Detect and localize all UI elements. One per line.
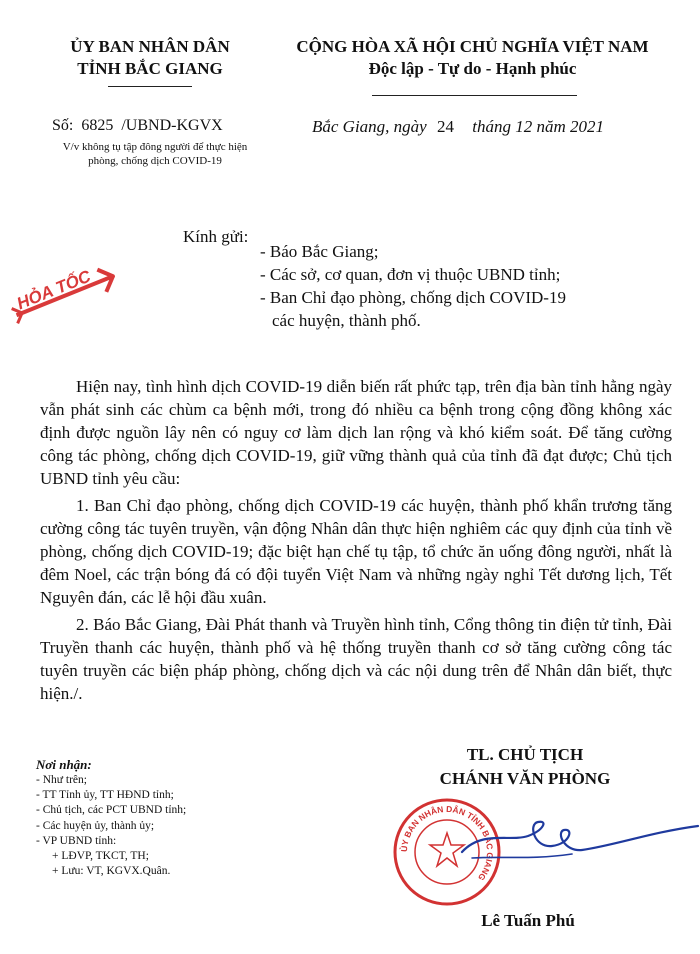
distribution-title: Nơi nhận: bbox=[36, 757, 92, 772]
subject-line-2: phòng, chống dịch COVID-19 bbox=[88, 155, 222, 167]
body-paragraph: 2. Báo Bắc Giang, Đài Phát thanh và Truyền hình tỉnh, Cổng thông tin điện tử tỉnh, Đài Truyền thanh các huyện, thành phố và hệ thống truyền thanh cơ sở tăng cường công tác tuyên truyền các biện pháp phòng, chống dịch và các nội dung trên để Nhân dân biết, thực hiện./. bbox=[40, 615, 672, 703]
subject-line bbox=[40, 140, 270, 168]
recipients-list bbox=[260, 240, 680, 332]
recipient-item: - Các sở, cơ quan, đơn vị thuộc UBND tỉnh; bbox=[260, 265, 561, 284]
issuing-agency bbox=[40, 36, 260, 80]
signer-name: Lê Tuấn Phú bbox=[481, 911, 575, 930]
signer-title-line-2: CHÁNH VĂN PHÒNG bbox=[439, 769, 611, 788]
day-value: 24 bbox=[436, 117, 454, 136]
distribution-sub-item: + Lưu: VT, KGVX.Quân. bbox=[52, 865, 171, 878]
document-body bbox=[40, 375, 672, 709]
distribution-item: - Như trên; bbox=[36, 774, 87, 786]
recipients-label: Kính gửi: bbox=[183, 227, 249, 246]
signer-title-line-1: TL. CHỦ TỊCH bbox=[466, 745, 584, 764]
place-date-prefix: Bắc Giang, ngày bbox=[312, 117, 427, 136]
distribution-sub-item: + LĐVP, TKCT, TH; bbox=[52, 850, 149, 863]
nation-name: CỘNG HÒA XÃ HỘI CHỦ NGHĨA VIỆT NAM bbox=[296, 37, 649, 56]
body-paragraph: Hiện nay, tình hình dịch COVID-19 diễn biến rất phức tạp, trên địa bàn tỉnh hằng ngày vẫn phát sinh các chùm ca bệnh mới, trong đó nhiều ca bệnh trong cộng đồng không xác định được nguồn lây nên có nguy cơ làm dịch lan rộng và khó kiểm soát. Để tăng cường công tác phòng, chống dịch COVID-19, giữ vững thành quả của tỉnh đã đạt được; Chủ tịch UBND tỉnh yêu cầu: bbox=[40, 377, 672, 488]
doc-no-label: Số: bbox=[52, 117, 74, 134]
distribution-list bbox=[36, 773, 186, 879]
agency-line-2: TỈNH BẮC GIANG bbox=[77, 59, 223, 78]
urgent-stamp bbox=[4, 252, 144, 332]
agency-line-1: ỦY BAN NHÂN DÂN bbox=[70, 37, 230, 56]
distribution-item: - TT Tỉnh ủy, TT HĐND tỉnh; bbox=[36, 789, 174, 802]
document-number bbox=[52, 117, 223, 135]
doc-no-value: 6825 bbox=[81, 117, 114, 134]
national-motto bbox=[270, 36, 675, 80]
signature-underline bbox=[472, 854, 572, 858]
handwritten-signature bbox=[432, 812, 700, 874]
distribution-item: - VP UBND tỉnh: bbox=[36, 834, 117, 847]
doc-no-suffix: /UBND-KGVX bbox=[121, 117, 223, 134]
recipient-item: - Báo Bắc Giang; bbox=[260, 242, 379, 261]
recipient-item: các huyện, thành phố. bbox=[272, 311, 421, 330]
motto: Độc lập - Tự do - Hạnh phúc bbox=[368, 59, 577, 78]
distribution-item: - Chủ tịch, các PCT UBND tỉnh; bbox=[36, 804, 187, 817]
stamp-text: HỎA TỐC bbox=[14, 266, 94, 314]
month-year: tháng 12 năm 2021 bbox=[472, 117, 604, 136]
place-date bbox=[312, 117, 604, 137]
signer-title bbox=[395, 743, 655, 791]
signature-stroke bbox=[462, 822, 698, 852]
motto-underline bbox=[372, 95, 577, 96]
distribution-item: - Các huyện ủy, thành ủy; bbox=[36, 819, 155, 832]
recipient-item: - Ban Chỉ đạo phòng, chống dịch COVID-19 bbox=[260, 288, 566, 307]
seal-text: ỦY BAN NHÂN DÂN TỈNH BẮC GIANG bbox=[398, 803, 496, 883]
subject-line-1: V/v không tụ tập đông người để thực hiện bbox=[62, 141, 248, 153]
body-paragraph: 1. Ban Chỉ đạo phòng, chống dịch COVID-19 các huyện, thành phố khẩn trương tăng cường công tác tuyên truyền, vận động Nhân dân thực hiện nghiêm các quy định của tỉnh về phòng, chống dịch COVID-19; đặc biệt hạn chế tụ tập, tổ chức ăn uống đông người, nhất là đêm Noel, các trận bóng đá có đội tuyển Việt Nam và những ngày nghỉ Tết dương lịch, Tết Nguyên đán, các lễ hội đầu xuân. bbox=[40, 496, 672, 607]
agency-underline bbox=[108, 86, 192, 87]
